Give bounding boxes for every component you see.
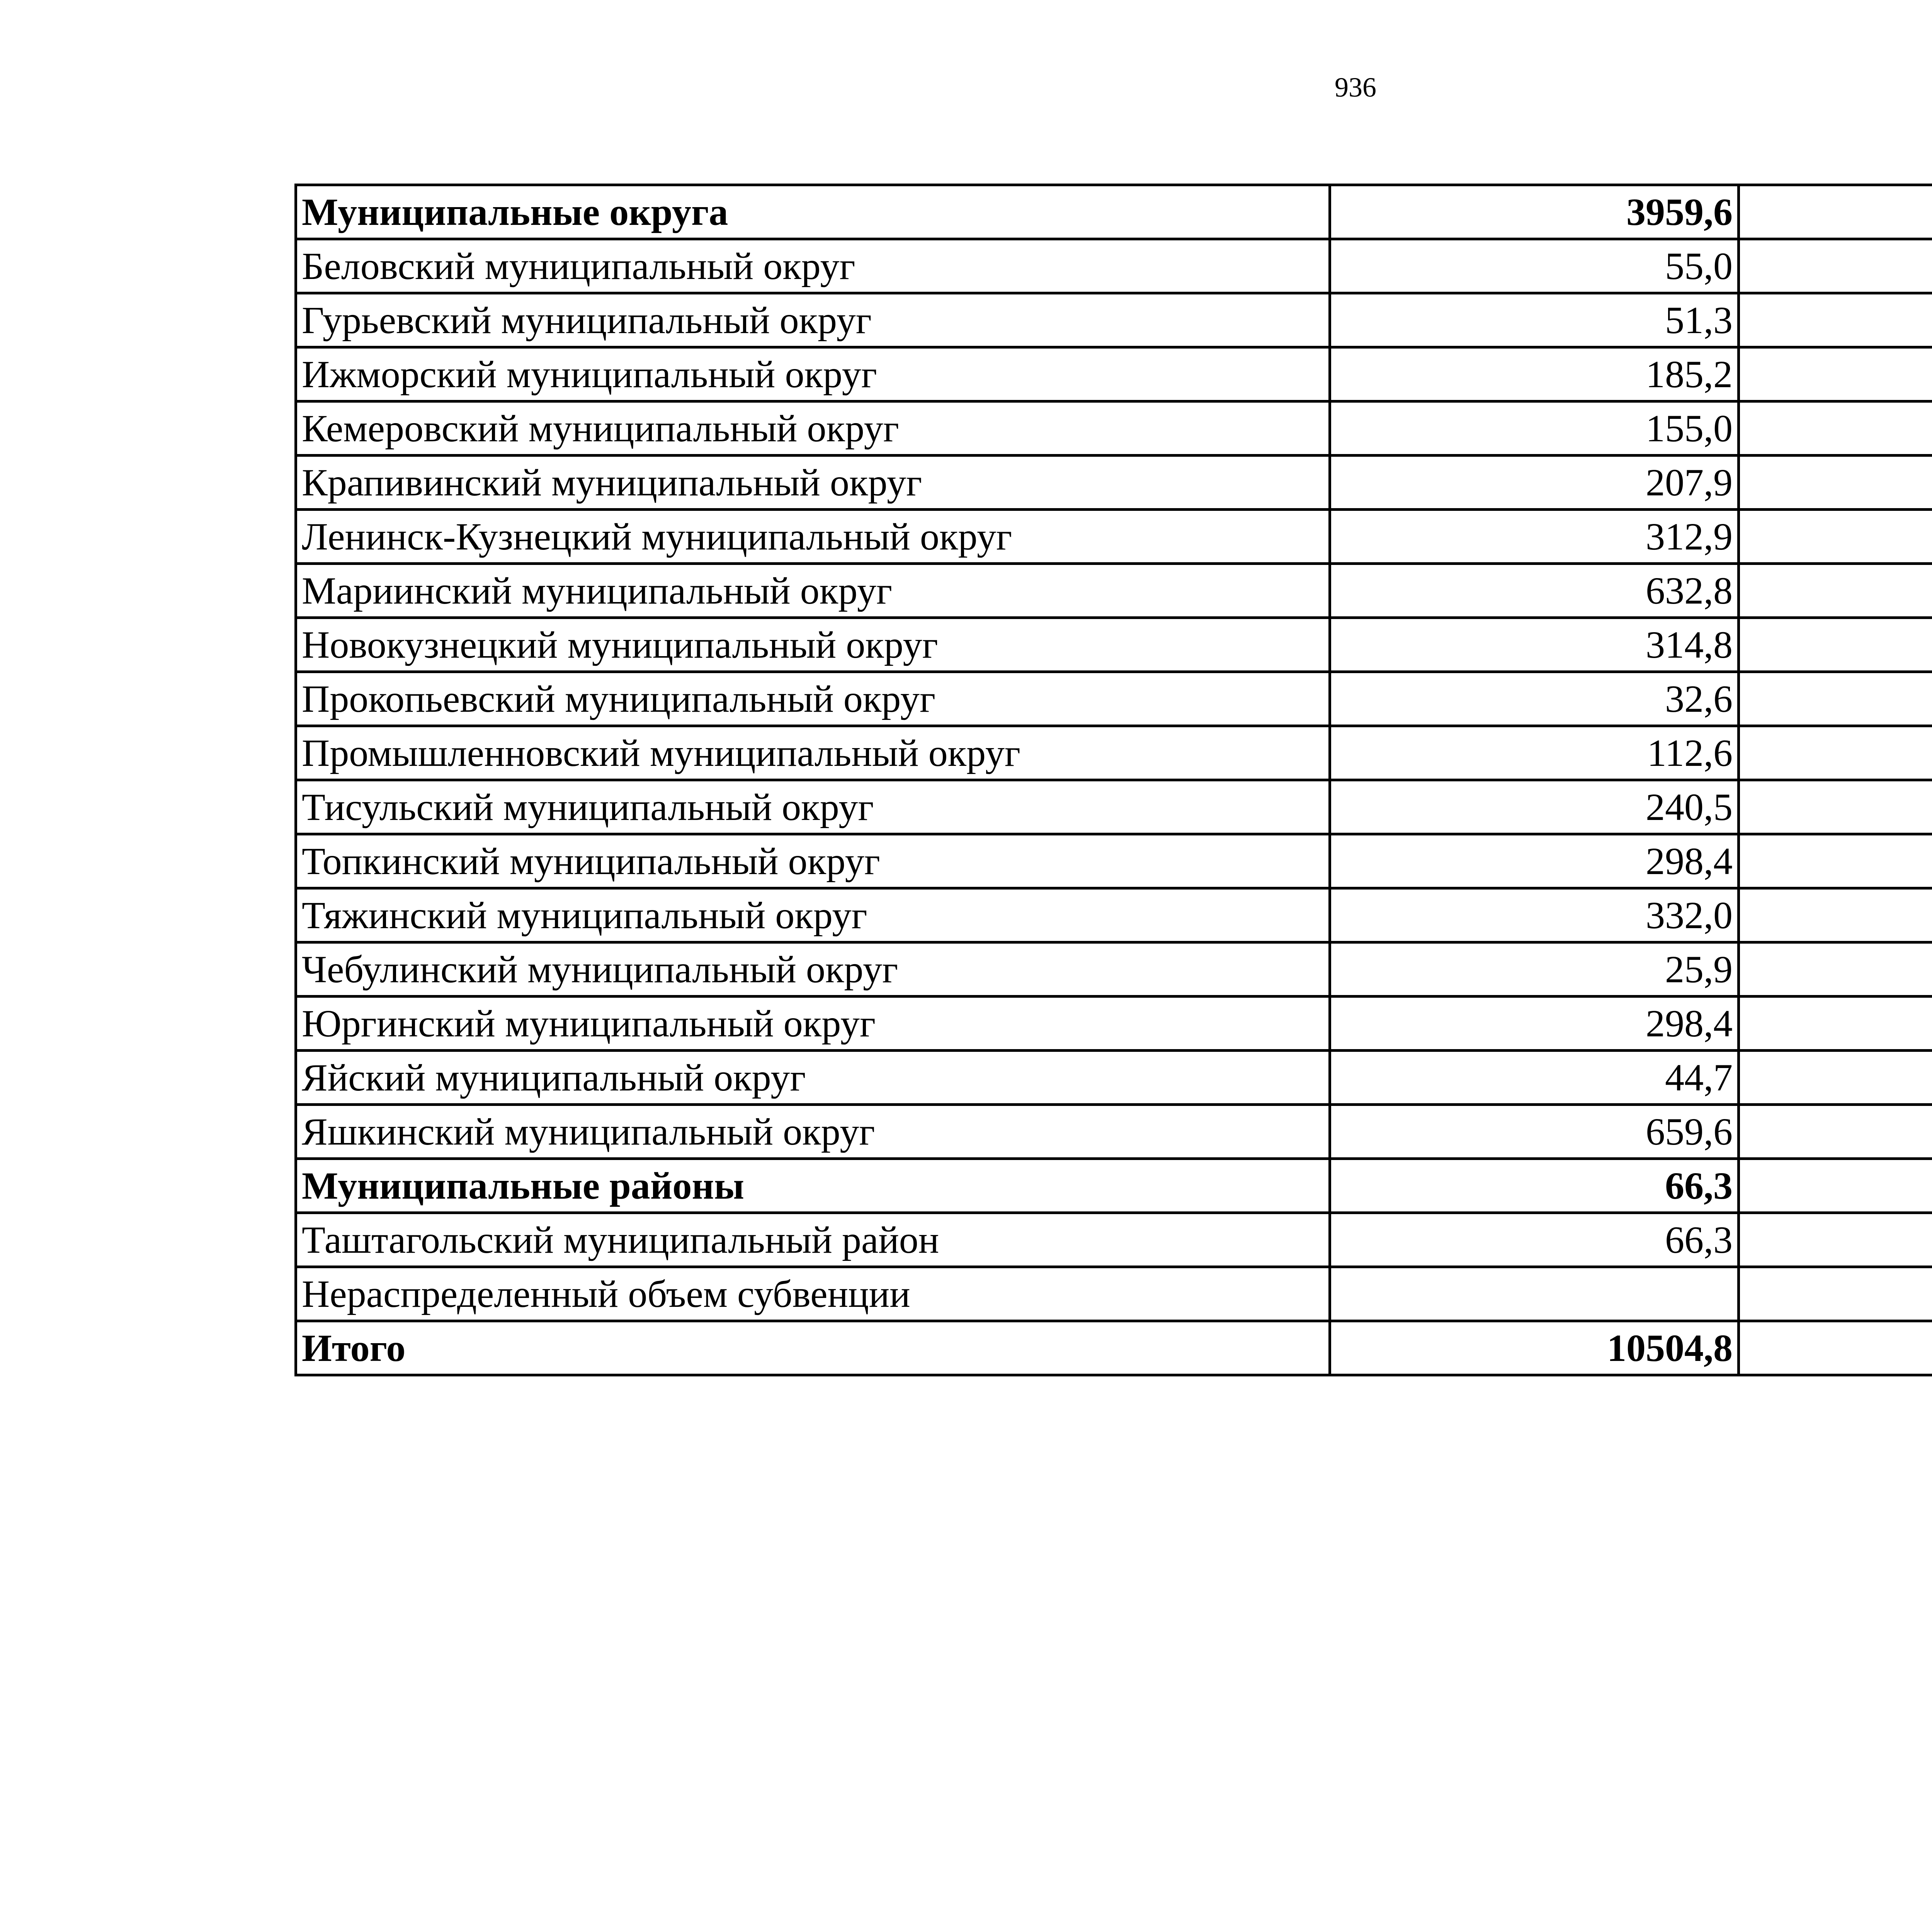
value-col-2-cell	[1739, 347, 1932, 401]
row-name-cell: Крапивинский муниципальный округ	[296, 456, 1330, 510]
row-name-cell: Итого	[296, 1321, 1330, 1375]
value-col-1-cell: 10504,8	[1330, 1321, 1739, 1375]
value-col-1-cell: 3959,6	[1330, 185, 1739, 239]
value-col-1-cell: 332,0	[1330, 888, 1739, 942]
row-name-cell: Промышленновский муниципальный округ	[296, 726, 1330, 780]
table-body	[296, 185, 1932, 1375]
value-col-1-cell: 112,6	[1330, 726, 1739, 780]
value-col-1-cell: 314,8	[1330, 618, 1739, 672]
value-col-1-cell: 51,3	[1330, 293, 1739, 347]
row-name-cell: Прокопьевский муниципальный округ	[296, 672, 1330, 726]
row-name-cell: Ижморский муниципальный округ	[296, 347, 1330, 401]
value-col-1-cell: 207,9	[1330, 456, 1739, 510]
value-col-2-cell	[1739, 888, 1932, 942]
value-col-1-cell: 155,0	[1330, 401, 1739, 456]
value-col-1-cell: 312,9	[1330, 510, 1739, 564]
subvention-table	[294, 184, 1932, 1376]
value-col-2-cell	[1739, 1105, 1932, 1159]
value-col-2-cell	[1739, 726, 1932, 780]
value-col-1-cell: 185,2	[1330, 347, 1739, 401]
table-row	[296, 672, 1932, 726]
table-subtotal-row	[296, 1159, 1932, 1213]
table-row	[296, 401, 1932, 456]
table-row	[296, 726, 1932, 780]
row-name-cell: Новокузнецкий муниципальный округ	[296, 618, 1330, 672]
value-col-2-cell	[1739, 942, 1932, 997]
table-row	[296, 510, 1932, 564]
row-name-cell: Чебулинский муниципальный округ	[296, 942, 1330, 997]
row-name-cell: Тяжинский муниципальный округ	[296, 888, 1330, 942]
table-row	[296, 1267, 1932, 1321]
table-row	[296, 888, 1932, 942]
value-col-1-cell: 659,6	[1330, 1105, 1739, 1159]
value-col-2-cell	[1739, 1267, 1932, 1321]
table-subtotal-row	[296, 1321, 1932, 1375]
page-number: 936	[1335, 72, 1376, 103]
value-col-1-cell	[1330, 1267, 1739, 1321]
value-col-1-cell: 240,5	[1330, 780, 1739, 834]
value-col-2-cell	[1739, 1051, 1932, 1105]
row-name-cell: Топкинский муниципальный округ	[296, 834, 1330, 888]
row-name-cell: Муниципальные округа	[296, 185, 1330, 239]
row-name-cell: Таштагольский муниципальный район	[296, 1213, 1330, 1267]
row-name-cell: Юргинский муниципальный округ	[296, 997, 1330, 1051]
value-col-2-cell	[1739, 834, 1932, 888]
row-name-cell: Нераспределенный объем субвенции	[296, 1267, 1330, 1321]
table-row	[296, 997, 1932, 1051]
row-name-cell: Кемеровский муниципальный округ	[296, 401, 1330, 456]
table-row	[296, 347, 1932, 401]
table-row	[296, 293, 1932, 347]
table-row	[296, 1105, 1932, 1159]
table-row	[296, 618, 1932, 672]
table-row	[296, 239, 1932, 293]
value-col-2-cell	[1739, 1213, 1932, 1267]
table-row	[296, 1213, 1932, 1267]
value-col-2-cell	[1739, 293, 1932, 347]
table-row	[296, 1051, 1932, 1105]
value-col-1-cell: 66,3	[1330, 1159, 1739, 1213]
table-subtotal-row	[296, 185, 1932, 239]
row-name-cell: Яшкинский муниципальный округ	[296, 1105, 1330, 1159]
value-col-1-cell: 66,3	[1330, 1213, 1739, 1267]
value-col-2-cell	[1739, 239, 1932, 293]
value-col-1-cell: 55,0	[1330, 239, 1739, 293]
value-col-1-cell: 632,8	[1330, 564, 1739, 618]
row-name-cell: Муниципальные районы	[296, 1159, 1330, 1213]
value-col-1-cell: 32,6	[1330, 672, 1739, 726]
row-name-cell: Мариинский муниципальный округ	[296, 564, 1330, 618]
table-row	[296, 834, 1932, 888]
table-row	[296, 456, 1932, 510]
value-col-2-cell	[1739, 780, 1932, 834]
value-col-2-cell	[1739, 997, 1932, 1051]
row-name-cell: Яйский муниципальный округ	[296, 1051, 1330, 1105]
table-row	[296, 942, 1932, 997]
row-name-cell: Ленинск-Кузнецкий муниципальный округ	[296, 510, 1330, 564]
value-col-2-cell	[1739, 564, 1932, 618]
value-col-2-cell	[1739, 456, 1932, 510]
table-row	[296, 780, 1932, 834]
value-col-2-cell	[1739, 618, 1932, 672]
value-col-1-cell: 298,4	[1330, 834, 1739, 888]
value-col-2-cell	[1739, 1321, 1932, 1375]
row-name-cell: Беловский муниципальный округ	[296, 239, 1330, 293]
row-name-cell: Тисульский муниципальный округ	[296, 780, 1330, 834]
value-col-2-cell	[1739, 510, 1932, 564]
value-col-1-cell: 25,9	[1330, 942, 1739, 997]
value-col-2-cell	[1739, 401, 1932, 456]
value-col-1-cell: 44,7	[1330, 1051, 1739, 1105]
value-col-2-cell	[1739, 185, 1932, 239]
row-name-cell: Гурьевский муниципальный округ	[296, 293, 1330, 347]
table-row	[296, 564, 1932, 618]
value-col-2-cell	[1739, 672, 1932, 726]
value-col-2-cell	[1739, 1159, 1932, 1213]
value-col-1-cell: 298,4	[1330, 997, 1739, 1051]
